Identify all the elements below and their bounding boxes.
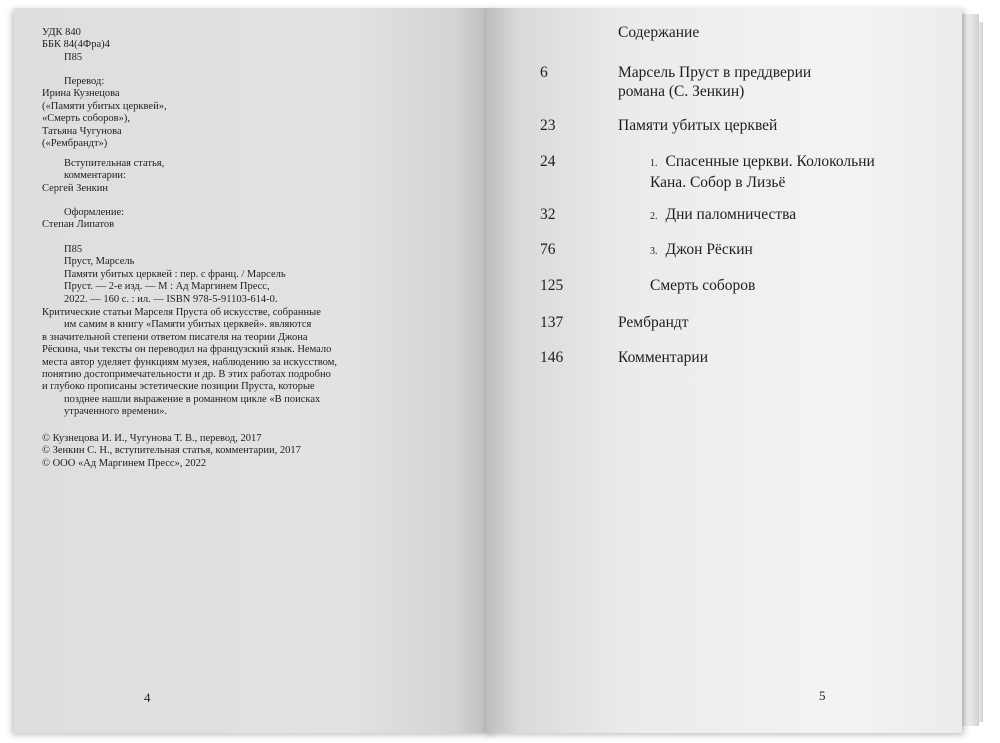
toc-entry-line: Комментарии — [618, 349, 708, 366]
annotation-line: и глубоко прописаны эстетические позиции Пруста, которые — [42, 381, 315, 393]
intro-label: Вступительная статья, — [64, 158, 165, 169]
biblio-line: Пруст. — 2-е изд. — М : Ад Маргинем Пресс, — [64, 281, 270, 293]
design-label: Оформление: — [64, 207, 125, 218]
toc-entry-title — [650, 240, 753, 261]
toc-page-number: 146 — [540, 349, 564, 366]
udk-code: УДК 840 — [42, 27, 81, 38]
intro-block — [42, 158, 164, 195]
design-author: Степан Липатов — [42, 219, 115, 231]
annotation-line: позднее нашли выражение в романном цикле «В поисках — [64, 393, 321, 405]
copyright-line: © ООО «Ад Маргинем Пресс», 2022 — [42, 457, 207, 469]
annotation-line: Критические статьи Марселя Пруста об искусстве, собранные — [42, 307, 321, 318]
annotation-line: им самим в книгу «Памяти убитых церквей». являются — [64, 319, 312, 331]
toc-subindex: 3. — [650, 246, 658, 257]
toc-entry-line-text: Джон Рёскин — [665, 241, 753, 258]
annotation-line: Рёскина, чьи тексты он переводил на французский язык. Немало — [42, 344, 332, 356]
page-number-right: 5 — [819, 688, 826, 703]
bbk-code: ББК 84(4Фра)4 — [42, 39, 110, 51]
intro-author: Сергей Зенкин — [42, 182, 108, 194]
biblio-line: Памяти убитых церквей : пер. с франц. / Марсель — [64, 268, 286, 280]
toc-subindex: 2. — [650, 211, 658, 222]
translation-line: («Памяти убитых церквей», — [42, 100, 167, 112]
author-code: П85 — [64, 51, 83, 63]
toc-entry-line: Кана. Собор в Лизьё — [650, 174, 786, 191]
toc-entry-title — [618, 116, 777, 135]
toc-page-number: 24 — [540, 153, 556, 170]
toc-entry-line: Рембрандт — [618, 314, 689, 331]
toc-entry-line — [650, 240, 753, 261]
annotation-line: места автор уделяет функциям музея, наблюдению за искусством, — [42, 356, 337, 368]
toc-page-number: 32 — [540, 206, 556, 223]
toc-entry-line: Памяти убитых церквей — [618, 117, 778, 134]
toc-entry-line-text: Дни паломничества — [665, 206, 797, 223]
toc-page-number: 6 — [540, 64, 548, 81]
toc-entry-line-text: Спасенные церкви. Колокольни — [665, 153, 875, 170]
toc-entry-title — [618, 313, 689, 332]
translation-line: («Рембрандт») — [42, 138, 108, 150]
toc-page-number: 23 — [540, 117, 556, 134]
annotation-line: в значительной степени ответом писателя на теории Джона — [42, 331, 308, 343]
toc-page-number: 76 — [540, 241, 556, 258]
page-number-left: 4 — [144, 690, 151, 705]
annotation-line: понятию достопримечательности и др. В этих работах подробно — [42, 369, 331, 381]
translation-line: Ирина Кузнецова — [42, 88, 120, 100]
translation-label: Перевод: — [64, 76, 105, 87]
toc-subindex: 1. — [650, 158, 658, 169]
toc-entry-title — [618, 348, 708, 367]
toc-title: Содержание — [618, 24, 700, 41]
toc-entry-line — [650, 152, 875, 173]
biblio-block — [42, 244, 286, 306]
toc-entry-title — [650, 152, 875, 192]
translation-line: «Смерть соборов»), — [42, 113, 131, 125]
toc-page-number: 137 — [540, 314, 564, 331]
translation-block — [42, 76, 167, 150]
design-block — [42, 207, 124, 232]
toc-entry-line: Смерть соборов — [650, 277, 756, 294]
annotation-block — [42, 307, 337, 419]
toc-entry-title — [650, 205, 796, 226]
toc-entry-line: романа (С. Зенкин) — [618, 83, 745, 100]
toc-entry-line — [650, 205, 796, 226]
author-code: П85 — [64, 244, 83, 255]
page-edges — [960, 14, 979, 726]
annotation-line: утраченного времени». — [64, 406, 168, 418]
intro-label: комментарии: — [64, 170, 126, 182]
toc-entry-line: Марсель Пруст в преддверии — [618, 64, 812, 81]
copyright-line: © Кузнецова И. И., Чугунова Т. В., перевод, 2017 — [42, 433, 262, 444]
classification-block — [42, 27, 110, 64]
translation-line: Татьяна Чугунова — [42, 125, 122, 137]
copyright-line: © Зенкин С. Н., вступительная статья, комментарии, 2017 — [42, 445, 301, 457]
toc-entry-title — [650, 276, 755, 295]
biblio-line: 2022. — 160 с. : ил. — ISBN 978-5-91103-614-0. — [64, 293, 278, 305]
biblio-line: Пруст, Марсель — [64, 256, 135, 268]
toc-entry-title — [618, 63, 811, 101]
copyright-block — [42, 433, 301, 470]
toc-page-number: 125 — [540, 277, 564, 294]
